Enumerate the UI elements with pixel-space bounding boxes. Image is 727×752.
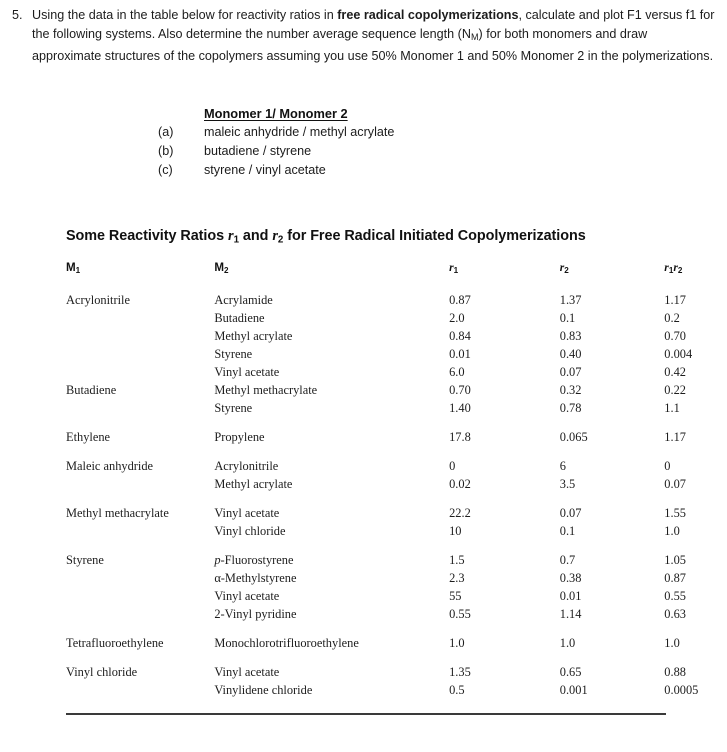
- question-block: [0, 6, 727, 67]
- list-item-tag-a: (a): [158, 125, 174, 139]
- cell-r2: 0.7: [559, 553, 576, 567]
- column-header-r1-text: r: [449, 261, 454, 274]
- cell-m2: Propylene: [214, 430, 265, 444]
- table-row: [0, 399, 727, 417]
- question-number: 5.: [12, 8, 23, 22]
- column-header-r1r2-subscript-b: 2: [677, 266, 683, 276]
- monomer-list-header-row: [0, 104, 727, 123]
- table-row: [0, 309, 727, 327]
- cell-r1r2: 0.07: [664, 477, 686, 491]
- column-header-m2-text: M: [214, 261, 224, 274]
- table-title-r2: r: [272, 228, 278, 244]
- table-row: [0, 605, 727, 623]
- question-text-part-1: Using the data in the table below for reactivity ratios in: [32, 8, 338, 22]
- table-title: [66, 228, 586, 245]
- cell-m2: Vinyl chloride: [214, 524, 286, 538]
- cell-m2: Acrylonitrile: [214, 459, 279, 473]
- question-text-part-2: , calculate and plot F1 versus f1 for the following systems. Also determine the number average sequence length (N: [32, 8, 715, 42]
- column-header-r2-subscript: 2: [564, 266, 569, 276]
- cell-r2: 0.83: [559, 329, 582, 343]
- table-bottom-rule: [66, 713, 666, 715]
- italic-prefix: p: [214, 553, 221, 567]
- list-item-tag-b: (b): [158, 144, 174, 158]
- table-row: [0, 327, 727, 345]
- cell-r1r2: 0.87: [664, 571, 686, 585]
- column-header-m1-text: M: [66, 261, 76, 274]
- list-item-value-c: styrene / vinyl acetate: [204, 163, 326, 177]
- table-title-part-1: Some Reactivity Ratios: [66, 228, 229, 244]
- cell-r1: 0.87: [449, 293, 471, 307]
- cell-r2: 0.1: [559, 311, 576, 325]
- cell-m2: Vinyl acetate: [214, 665, 280, 679]
- column-header-m1: [0, 261, 214, 291]
- cell-m1: Butadiene: [66, 383, 117, 397]
- list-item-value-b: butadiene / styrene: [204, 144, 312, 158]
- cell-m1: [0, 681, 214, 699]
- cell-r1: 0.84: [449, 329, 471, 343]
- cell-r2: 3.5: [559, 477, 576, 491]
- cell-m2: Vinyl acetate: [214, 365, 280, 379]
- column-header-r1r2-subscript-a: 1: [668, 266, 674, 276]
- table-body: [0, 291, 727, 699]
- column-header-m1-subscript: 1: [75, 266, 81, 276]
- cell-r2: 0.07: [559, 506, 582, 520]
- cell-m2: p-Fluorostyrene: [214, 553, 294, 567]
- cell-m2: Butadiene: [214, 311, 265, 325]
- cell-r1: 1.0: [449, 636, 465, 650]
- table-row: [0, 363, 727, 381]
- cell-m1: Tetrafluoroethylene: [66, 636, 164, 650]
- table-row: [0, 652, 727, 681]
- list-item-tag-c: (c): [158, 163, 173, 177]
- column-header-m2-subscript: 2: [223, 266, 229, 276]
- cell-r2: 0.07: [559, 365, 582, 379]
- table-row: [0, 587, 727, 605]
- cell-r1r2: 0.70: [664, 329, 686, 343]
- cell-r1: 55: [449, 589, 462, 603]
- question-text-emphasis: free radical copolymerizations: [337, 8, 519, 22]
- cell-r1: 0.01: [449, 347, 471, 361]
- cell-r1r2: 0.42: [664, 365, 686, 379]
- cell-r1r2: 1.05: [664, 553, 686, 567]
- table-row: [0, 623, 727, 652]
- cell-r1: 0: [449, 459, 456, 473]
- cell-r2: 0.32: [559, 383, 582, 397]
- cell-r2: 0.1: [559, 524, 576, 538]
- cell-r2: 0.65: [559, 665, 582, 679]
- cell-m1: [0, 605, 214, 623]
- cell-m2: Vinyl acetate: [214, 506, 280, 520]
- column-header-r1r2-text-a: r: [664, 261, 669, 274]
- cell-m1: [0, 363, 214, 381]
- cell-r1r2: 0.0005: [664, 683, 699, 697]
- list-item-value-a: maleic anhydride / methyl acrylate: [204, 125, 395, 139]
- cell-m2: Styrene: [214, 347, 253, 361]
- cell-r1r2: 0.22: [664, 383, 686, 397]
- cell-m2: 2-Vinyl pyridine: [214, 607, 297, 621]
- cell-r2: 1.14: [559, 607, 582, 621]
- cell-r2: 0.40: [559, 347, 582, 361]
- cell-r1r2: 0.55: [664, 589, 686, 603]
- list-item: [0, 123, 727, 142]
- cell-r1: 2.0: [449, 311, 465, 325]
- question-text-part-3: ) for both monomers and draw approximate structures of the copolymers assuming you use 50% Monomer 1 and 50% Monomer 2 in the polymerizations.: [32, 27, 714, 64]
- cell-r1: 0.70: [449, 383, 471, 397]
- cell-m1: [0, 309, 214, 327]
- column-header-r2: [546, 261, 651, 291]
- cell-m2: α-Methylstyrene: [214, 571, 297, 585]
- cell-r2: 6: [559, 459, 566, 473]
- list-item: [0, 161, 727, 180]
- table-row: [0, 493, 727, 522]
- cell-m2: Acrylamide: [214, 293, 273, 307]
- cell-r2: 0.065: [559, 430, 588, 444]
- cell-m1: [0, 587, 214, 605]
- cell-r1r2: 1.0: [664, 524, 680, 538]
- cell-r1r2: 1.17: [664, 293, 686, 307]
- cell-m2: Methyl acrylate: [214, 329, 293, 343]
- cell-r1: 10: [449, 524, 462, 538]
- table-title-part-3: for Free Radical Initiated Copolymerizations: [283, 228, 586, 244]
- column-header-r1r2: [650, 261, 727, 291]
- cell-r1: 1.40: [449, 401, 471, 415]
- cell-m1: Maleic anhydride: [66, 459, 154, 473]
- cell-r1r2: 0: [664, 459, 671, 473]
- cell-r1r2: 0.004: [664, 347, 693, 361]
- cell-r1: 2.3: [449, 571, 465, 585]
- table-row: [0, 345, 727, 363]
- cell-m1: Ethylene: [66, 430, 111, 444]
- table-title-r1-subscript: 1: [233, 234, 239, 246]
- cell-r1: 0.5: [449, 683, 465, 697]
- cell-m2: Methyl acrylate: [214, 477, 293, 491]
- cell-m1: [0, 327, 214, 345]
- question-row: [0, 6, 727, 67]
- table-header-row: [0, 261, 727, 291]
- column-header-r1r2-text-b: r: [673, 261, 678, 274]
- cell-m1: Methyl methacrylate: [66, 506, 169, 520]
- column-header-r1-subscript: 1: [453, 266, 459, 276]
- list-item: [0, 142, 727, 161]
- table-row: [0, 291, 727, 309]
- cell-r1r2: 0.63: [664, 607, 686, 621]
- cell-r1: 6.0: [449, 365, 465, 379]
- cell-m2: Monochlorotrifluoroethylene: [214, 636, 359, 650]
- cell-r1: 1.5: [449, 553, 465, 567]
- cell-r1r2: 1.17: [664, 430, 686, 444]
- cell-m1: [0, 569, 214, 587]
- monomer-list-header-label: Monomer 1/ Monomer 2: [204, 106, 348, 121]
- table-row: [0, 475, 727, 493]
- cell-r2: 0.38: [559, 571, 582, 585]
- column-header-r2-text: r: [559, 261, 565, 274]
- cell-r2: 1.37: [559, 293, 582, 307]
- cell-m2: Styrene: [214, 401, 253, 415]
- cell-r2: 1.0: [559, 636, 576, 650]
- column-header-r1: [433, 261, 546, 291]
- cell-r2: 0.001: [559, 683, 588, 697]
- cell-m1: [0, 522, 214, 540]
- table-header: [0, 261, 727, 291]
- question-text-subscript: M: [470, 32, 479, 43]
- data-table: [0, 261, 727, 699]
- table-title-r1: r: [228, 228, 234, 244]
- table-row: [0, 417, 727, 446]
- cell-r1r2: 0.2: [664, 311, 680, 325]
- table-title-r2-subscript: 2: [277, 234, 284, 246]
- cell-r1: 17.8: [449, 430, 471, 444]
- table-title-part-2: and: [238, 228, 273, 244]
- cell-m1: Vinyl chloride: [66, 665, 138, 679]
- table-row: [0, 681, 727, 699]
- table-row: [0, 381, 727, 399]
- cell-r1: 0.02: [449, 477, 471, 491]
- question-text: [32, 6, 727, 67]
- cell-m1: [0, 475, 214, 493]
- monomer-list: [0, 104, 727, 180]
- cell-r1r2: 1.55: [664, 506, 686, 520]
- cell-r2: 0.78: [559, 401, 582, 415]
- cell-m1: [0, 399, 214, 417]
- cell-r1r2: 1.1: [664, 401, 680, 415]
- cell-r1: 22.2: [449, 506, 471, 520]
- cell-m2: Vinylidene chloride: [214, 683, 313, 697]
- cell-r1r2: 1.0: [664, 636, 680, 650]
- cell-r1: 1.35: [449, 665, 471, 679]
- cell-m1: Styrene: [66, 553, 104, 567]
- cell-m1: Acrylonitrile: [66, 293, 130, 307]
- table-row: [0, 540, 727, 569]
- column-header-m2: [214, 261, 433, 291]
- cell-r2: 0.01: [559, 589, 582, 603]
- cell-r1r2: 0.88: [664, 665, 686, 679]
- table-row: [0, 522, 727, 540]
- cell-r1: 0.55: [449, 607, 471, 621]
- table-row: [0, 569, 727, 587]
- table-row: [0, 446, 727, 475]
- cell-m2: Methyl methacrylate: [214, 383, 318, 397]
- cell-m1: [0, 345, 214, 363]
- cell-m2: Vinyl acetate: [214, 589, 280, 603]
